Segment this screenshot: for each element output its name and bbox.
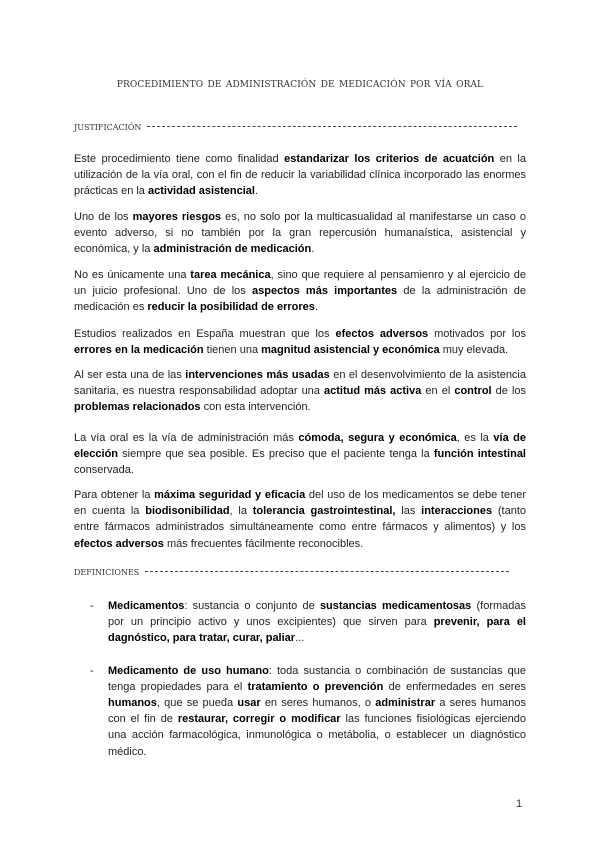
text-run: Para obtener la xyxy=(74,489,155,501)
bold-text: mayores riesgos xyxy=(132,211,222,223)
bold-text: interacciones xyxy=(421,505,493,518)
paragraph-6 xyxy=(74,430,526,479)
text-run: de la administración de medicación es xyxy=(74,285,526,314)
text-run: Estudios realizados en España muestran que los xyxy=(74,328,336,340)
bold-text: control xyxy=(454,385,492,398)
text-run: . xyxy=(311,243,315,256)
text-run: , la xyxy=(229,505,253,518)
bullet-dash: - xyxy=(90,664,94,677)
section-heading-label: definiciones xyxy=(74,564,140,578)
text-run: (tanto entre fármacos administrados simultáneamente como entre fármacos y alimentos) y los xyxy=(74,505,527,534)
text-run: de los xyxy=(491,385,527,398)
definition-item xyxy=(74,598,526,647)
text-run: en el xyxy=(421,385,455,398)
section-heading-justificacion xyxy=(74,119,517,133)
bold-text: máxima seguridad y eficacia xyxy=(154,489,306,501)
text-run: (formadas por un principio activo y unos excipientes) que sirven para xyxy=(108,600,527,629)
text-run: : sustancia o conjunto de xyxy=(184,600,320,612)
definitions-list xyxy=(74,598,526,760)
bold-text: Medicamento de uso humano xyxy=(108,664,269,677)
definition-item xyxy=(74,663,526,760)
bold-text: aspectos más importantes xyxy=(252,285,398,298)
text-run: siempre que sea posible. Es preciso que el paciente tenga la xyxy=(118,448,434,461)
bold-text: efectos adversos xyxy=(335,328,429,340)
bold-text: intervenciones más usadas xyxy=(185,369,330,381)
bold-text: cómoda, segura y económica xyxy=(298,432,457,444)
text-run: conservada. xyxy=(74,464,134,477)
page-number: 1 xyxy=(516,798,523,810)
bold-text: Medicamentos xyxy=(108,600,185,612)
bold-text: estandarizar los criterios de acuatción xyxy=(284,153,495,165)
text-run: motivados por los xyxy=(428,328,526,340)
bold-text: tratamiento o prevención xyxy=(247,680,384,693)
bold-text: prevenir, para el dagnóstico, para tratar, curar, paliar xyxy=(108,616,526,645)
text-run: más frecuentes fácilmente reconocibles. xyxy=(163,537,364,550)
bold-text: problemas relacionados xyxy=(74,401,201,414)
bold-text: magnitud asistencial y económica xyxy=(261,344,440,357)
section-heading-definiciones xyxy=(74,564,509,578)
bold-text: usar xyxy=(237,697,261,710)
text-run: Este procedimiento tiene como finalidad xyxy=(74,153,285,165)
text-run: . xyxy=(314,301,318,314)
text-run: , que se pueda xyxy=(156,697,238,710)
bold-text: tolerancia gastrointestinal, xyxy=(252,505,396,518)
text-run: las funciones fisiológicas ejerciendo una acción farmacológica, inmunológica o metábolia, o establecer un diagnóstico médico. xyxy=(108,713,527,758)
bold-text: administrar xyxy=(375,697,436,710)
text-run: es, no solo por la multicasualidad al manifestarse un caso o evento adverso, si no también por la gran repercusión humanaística, asistencial y económica, y la xyxy=(74,211,527,256)
paragraph-3 xyxy=(74,267,526,316)
bold-text: tarea mecánica xyxy=(190,269,271,281)
text-run: : toda sustancia o combinación de sustancias que tenga propiedades para el xyxy=(108,664,526,693)
section-heading-label: justificación xyxy=(74,119,142,133)
text-run: Al ser esta una de las xyxy=(74,369,186,381)
paragraph-1 xyxy=(74,151,526,200)
text-run: con esta intervención. xyxy=(200,401,311,414)
bold-text: restaurar, corregir o modificar xyxy=(177,713,341,726)
bold-text: vía de elección xyxy=(74,432,526,461)
paragraph-7 xyxy=(74,487,526,552)
text-run: tienen una xyxy=(203,344,262,357)
text-run: las xyxy=(395,505,422,518)
bold-text: sustancias medicamentosas xyxy=(319,600,472,612)
text-run: muy elevada. xyxy=(439,344,509,357)
paragraph-2 xyxy=(74,209,526,258)
text-run: de enfermedades en seres xyxy=(383,680,526,693)
text-run: en la utilización de la vía oral, con el fin de reducir la variabilidad clínica incorporado las enormes prácticas en la xyxy=(74,153,526,198)
bold-text: administración de medicación xyxy=(153,243,312,256)
text-run: , sino que requiere al pensamienro y al ejercicio de un juicio profesional. Uno de los xyxy=(74,269,526,298)
text-run: La vía oral es la vía de administración más xyxy=(74,432,299,444)
text-run: , es la xyxy=(456,432,494,444)
dashed-rule xyxy=(147,126,517,127)
paragraph-5 xyxy=(74,367,526,416)
dashed-rule xyxy=(145,571,509,572)
bold-text: errores en la medicación xyxy=(74,344,204,357)
bold-text: efectos adversos xyxy=(74,537,164,550)
bullet-dash: - xyxy=(90,600,94,612)
bold-text: actitud más activa xyxy=(323,385,422,398)
text-run: a seres humanos con el fin de xyxy=(108,697,527,726)
text-run: Uno de los xyxy=(74,211,133,223)
bold-text: función intestinal xyxy=(433,448,526,461)
page-title: procedimiento de administración de medicación por vía oral xyxy=(116,76,484,91)
text-run: No es únicamente una xyxy=(74,269,191,281)
bold-text: humanos xyxy=(108,697,157,710)
text-run: ... xyxy=(295,632,305,645)
text-run: en el desenvolvimiento de la asistencia sanitaria, es nuestra responsabilidad adoptar una xyxy=(74,369,526,398)
paragraph-4 xyxy=(74,326,526,358)
text-run: . xyxy=(254,185,259,198)
bold-text: reducir la posibilidad de errores xyxy=(147,301,315,314)
bold-text: biodisonibilidad xyxy=(145,505,230,518)
text-run: del uso de los medicamentos se debe tener en cuenta la xyxy=(74,489,526,518)
bold-text: actividad asistencial xyxy=(147,185,255,198)
text-run: en seres humanos, o xyxy=(260,697,376,710)
